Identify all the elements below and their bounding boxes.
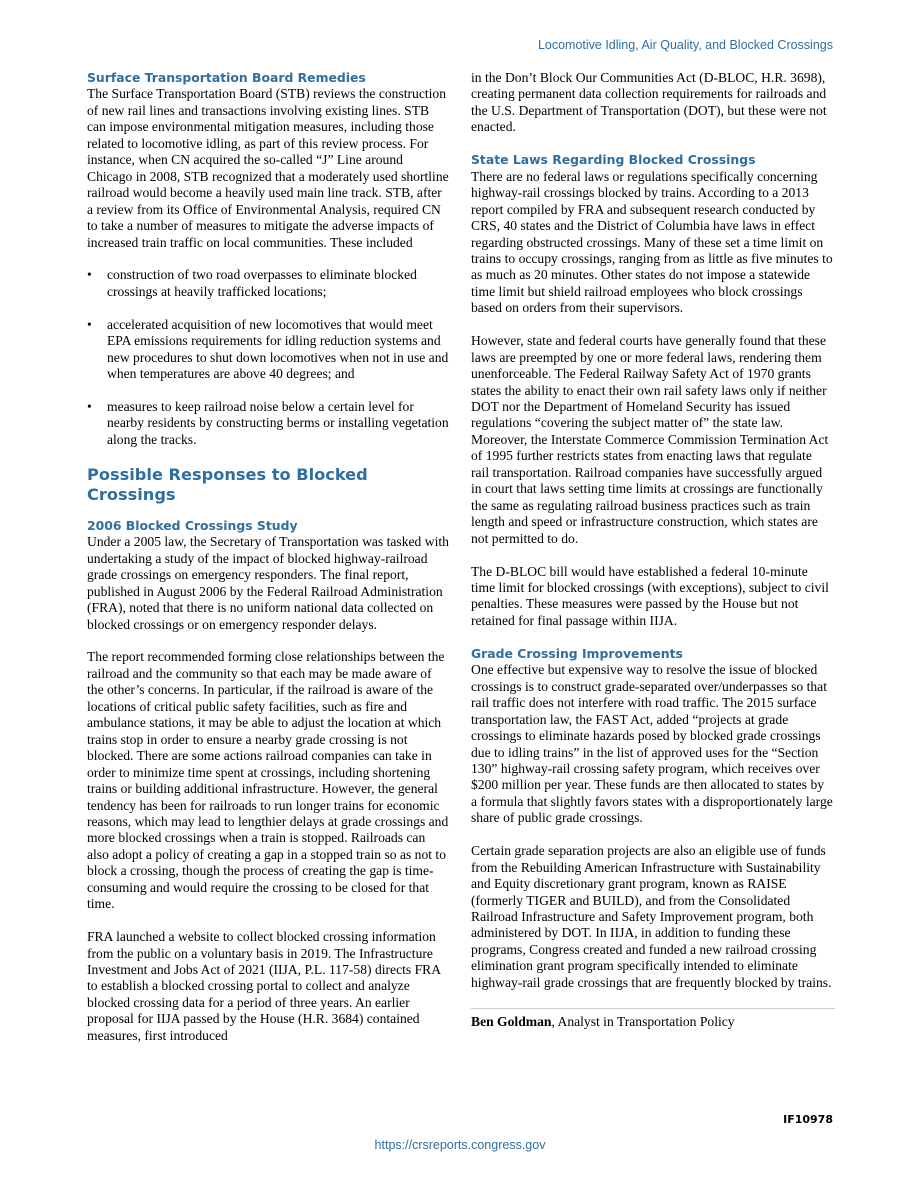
- mitigation-measures-list: [87, 267, 449, 448]
- author-divider: [471, 1008, 835, 1009]
- author-name: Ben Goldman: [471, 1013, 552, 1029]
- study-heading: 2006 Blocked Crossings Study: [87, 517, 298, 533]
- left-column: [87, 70, 449, 1044]
- running-header: Locomotive Idling, Air Quality, and Blocked Crossings: [537, 38, 833, 52]
- grade-crossing-paragraph-2: Certain grade separation projects are also an eligible use of funds from the Rebuilding American Infrastructure with Sustainability and Equity discretionary grant program, known as RAISE (formerly TIGER and BUILD), and from the Consolidated Railroad Infrastructure and Safety Improvement program, both administered by DOT. In IIJA, in addition to funding these programs, Congress created and funded a new railroad crossing elimination grant program specifically intended to eliminate highway-rail grade crossings that are frequently blocked by trains.: [471, 843, 832, 990]
- author-title: , Analyst in Transportation Policy: [551, 1013, 735, 1029]
- list-item: • construction of two road overpasses to eliminate blocked crossings at heavily trafficked locations;: [87, 267, 449, 300]
- list-item: • accelerated acquisition of new locomotives that would meet EPA emissions requirements for idling reduction systems and new procedures to shut down locomotives when not in use and when temperatures are above 40 degrees; and: [87, 317, 449, 383]
- study-paragraph-3: FRA launched a website to collect blocked crossing information from the public on a voluntary basis in 2019. The Infrastructure Investment and Jobs Act of 2021 (IIJA, P.L. 117-58) directs FRA to establish a blocked crossing portal to collect and analyze blocked crossing data for a period of three years. An earlier proposal for IIJA passed by the House (H.R. 3684) contained measures, first introduced: [87, 929, 441, 1043]
- stb-remedies-heading: Surface Transportation Board Remedies: [87, 70, 366, 85]
- state-laws-heading: State Laws Regarding Blocked Crossings: [471, 152, 756, 168]
- right-column: [471, 70, 833, 1030]
- list-item: • measures to keep railroad noise below a certain level for nearby residents by constructing berms or installing vegetation along the tracks.: [87, 399, 449, 448]
- state-laws-paragraph-2: However, state and federal courts have generally found that these laws are preempted by one or more federal laws, rendering them unenforceable. The Federal Railway Safety Act of 1970 grants states the ability to enact their own rail safety laws only if neither DOT nor the Department of Homeland Security has issued regulations “covering the subject matter of” the state law. Moreover, the Interstate Commerce Commission Termination Act of 1995 further restricts states from enacting laws that regulate rail transportation. Railroad companies have successfully argued in court that laws setting time limits at crossings are functionally the same as regulating railroad business practices such as train length and speed or infrastructure construction, which states are not permitted to do.: [471, 333, 829, 546]
- grade-crossing-heading: Grade Crossing Improvements: [471, 645, 683, 661]
- report-id: IF10978: [783, 1113, 833, 1126]
- state-laws-paragraph-1: There are no federal laws or regulations specifically concerning highway-rail crossings blocked by trains. According to a 2013 report compiled by FRA and subsequent research conducted by CRS, 40 states and the District of Columbia have laws in effect regarding obstructed crossings. Many of these set a time limit on trains to occupy crossings, ranging from as little as five minutes to as much as 20 minutes. Other states do not impose a statewide time limit but shield railroad employees who block crossings based on orders from their supervisors.: [471, 168, 833, 316]
- grade-crossing-paragraph-1: One effective but expensive way to resolve the issue of blocked crossings is to construct grade-separated over/underpasses so that rail traffic does not interfere with road traffic. The 2015 surface transportation law, the FAST Act, added “projects at grade crossings to eliminate hazards posed by blocked grade crossings due to idling trains” in the list of approved uses for the “Section 130” highway-rail crossing safety program, which receives over $200 million per year. These funds are then allocated to states by a formula that slightly favors states with a disproportionately large share of public grade crossings.: [471, 662, 833, 826]
- stb-remedies-paragraph: The Surface Transportation Board (STB) reviews the construction of new rail lines and transactions involving existing lines. STB can impose environmental mitigation measures, including those related to locomotive idling, as part of this review process. For instance, when CN acquired the so-called “J” Line around Chicago in 2008, STB recognized that a moderately used shortline railroad would become a heavily used main line track. STB, after a review from its Office of Environmental Analysis, required CN to take a number of measures to mitigate the adverse impacts of increased train traffic on local communities. These included: [87, 86, 449, 250]
- study-paragraph-1: Under a 2005 law, the Secretary of Transportation was tasked with undertaking a study of the impact of blocked highway-railroad grade crossings on emergency responders. The final report, published in August 2006 by the Federal Railroad Administration (FRA), noted that there is no uniform national data collected on blocked crossings or on emergency responder delays.: [87, 534, 449, 632]
- footer-url-link[interactable]: https://crsreports.congress.gov: [374, 1138, 546, 1152]
- author-line: [471, 1014, 833, 1030]
- section-heading: Possible Responses to Blocked Crossings: [87, 464, 368, 504]
- continued-paragraph: in the Don’t Block Our Communities Act (D-BLOC, H.R. 3698), creating permanent data collection requirements for railroads and the U.S. Department of Transportation (DOT), but these were not enacted.: [471, 70, 827, 135]
- study-paragraph-2: The report recommended forming close relationships between the railroad and the community so that each may be made aware of the other’s concerns. In particular, if the railroad is aware of the locations of critical public safety facilities, such as fire and ambulance stations, it may be able to adjust the location at which trains stop in order to ensure a nearby grade crossing is not blocked. There are some actions railroad companies can take in order to minimize time spent at crossings, including shortening trains or building additional infrastructure. However, the general tendency has been for railroads to run longer trains for economic reasons, which may lead to lengthier delays at grade crossings and more blocked crossings when a train is stopped. Railroads can also adopt a policy of creating a gap in a stopped train so as not to block a crossing, though the process of creating the gap is time-consuming and would require the crossing to be closed for that time.: [87, 649, 449, 912]
- state-laws-paragraph-3: The D-BLOC bill would have established a federal 10-minute time limit for blocked crossings (with exceptions), subject to civil penalties. These measures were passed by the House but not retained for final passage within IIJA.: [471, 563, 829, 628]
